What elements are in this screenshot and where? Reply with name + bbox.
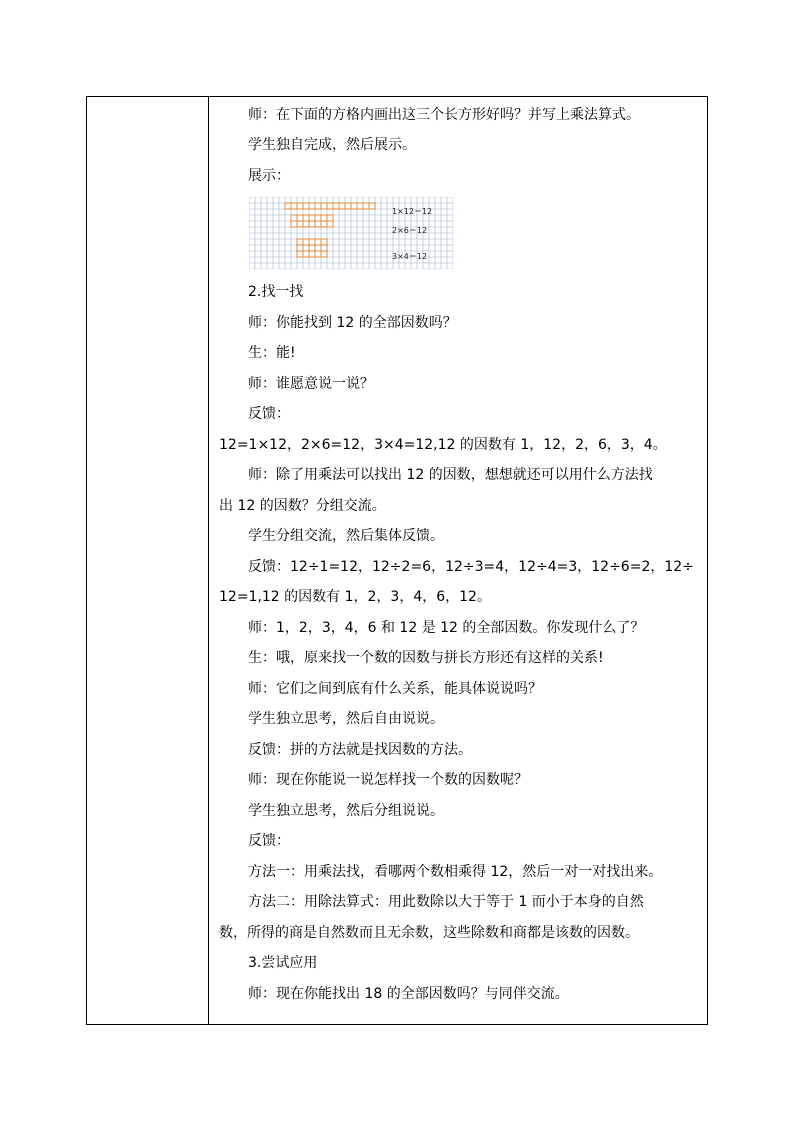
text-line: 反馈： [248, 406, 290, 422]
text-line: 生：能! [248, 345, 296, 361]
rect-cell [303, 239, 309, 245]
rect-cell [291, 221, 297, 227]
text-line: 12=1×12，2×6=12，3×4=12,12 的因数有 1，12，2，6，3，4。 [219, 437, 667, 453]
rect-cell [327, 203, 333, 209]
rect-cell [309, 239, 315, 245]
rect-cell [303, 221, 309, 227]
rect-cell [321, 215, 327, 221]
text-line: 师：现在你能说一说怎样找一个数的因数呢？ [248, 772, 528, 788]
text-line: 学生独立思考，然后自由说说。 [248, 711, 444, 727]
text-line: 学生独自完成，然后展示。 [248, 137, 416, 153]
rect-cell [351, 203, 357, 209]
rect-cell [327, 221, 333, 227]
equation-3x4: 3×4＝12 [392, 252, 428, 261]
rect-cell [321, 203, 327, 209]
rect-cell [309, 203, 315, 209]
rect-cell [297, 221, 303, 227]
text-line: 学生分组交流，然后集体反馈。 [248, 528, 444, 544]
rect-cell [357, 203, 363, 209]
text-line: 方法一：用乘法找，看哪两个数相乘得 12，然后一对一对找出来。 [248, 864, 663, 880]
text-line: 学生独立思考，然后分组说说。 [248, 803, 444, 819]
rect-cell [297, 215, 303, 221]
text-line: 反馈：12÷1=12，12÷2=6，12÷3=4，12÷4=3，12÷6=2，12÷ [248, 559, 694, 575]
rect-cell [321, 239, 327, 245]
text-line: 师：在下面的方格内画出这三个长方形好吗？并写上乘法算式。 [248, 107, 640, 123]
rect-cell [309, 251, 315, 257]
text-line: 出 12 的因数？分组交流。 [219, 498, 386, 514]
rect-cell [315, 221, 321, 227]
rect-cell [315, 245, 321, 251]
rect-cell [363, 203, 369, 209]
rect-cell [369, 203, 375, 209]
text-line: 师：你能找到 12 的全部因数吗？ [248, 315, 457, 331]
rect-cell [285, 203, 291, 209]
rect-1x12 [285, 203, 375, 209]
rect-2x6 [291, 215, 333, 227]
rect-cell [315, 203, 321, 209]
text-line: 数，所得的商是自然数而且无余数，这些除数和商都是该数的因数。 [219, 925, 639, 941]
rect-cell [291, 203, 297, 209]
rect-cell [339, 203, 345, 209]
section-heading: 2.找一找 [248, 284, 304, 300]
rect-cell [309, 215, 315, 221]
rect-cell [321, 245, 327, 251]
rect-cell [315, 215, 321, 221]
rect-3x4 [297, 239, 327, 257]
text-line: 反馈： [248, 833, 290, 849]
rect-cell [291, 215, 297, 221]
text-line: 师：谁愿意说一说？ [248, 376, 374, 392]
rect-cell [303, 251, 309, 257]
text-line: 师：它们之间到底有什么关系，能具体说说吗？ [248, 681, 542, 697]
rect-cell [321, 221, 327, 227]
rect-cell [297, 245, 303, 251]
rect-cell [303, 203, 309, 209]
text-line: 师：现在你能找出 18 的全部因数吗？与同伴交流。 [248, 986, 569, 1002]
text-line: 12=1,12 的因数有 1，2，3，4，6，12。 [219, 589, 491, 605]
rectangles [285, 203, 375, 257]
rect-cell [303, 245, 309, 251]
equation-1x12: 1×12＝12 [392, 207, 433, 216]
text-line: 师：1，2，3，4，6 和 12 是 12 的全部因数。你发现什么了？ [248, 620, 645, 636]
text-line: 反馈：拼的方法就是找因数的方法。 [248, 742, 472, 758]
text-line: 方法二：用除法算式：用此数除以大于等于 1 而小于本身的自然 [248, 894, 644, 910]
rect-cell [309, 245, 315, 251]
rect-cell [309, 221, 315, 227]
rect-cell [321, 251, 327, 257]
rect-cell [315, 251, 321, 257]
section-heading: 3.尝试应用 [248, 955, 318, 971]
rect-cell [297, 203, 303, 209]
rect-cell [327, 215, 333, 221]
rect-cell [345, 203, 351, 209]
text-line: 师：除了用乘法可以找出 12 的因数，想想就还可以用什么方法找 [248, 467, 653, 483]
equation-2x6: 2×6＝12 [392, 226, 428, 235]
rect-cell [303, 215, 309, 221]
rect-cell [297, 239, 303, 245]
rect-cell [297, 251, 303, 257]
text-line: 生：哦，原来找一个数的因数与拼长方形还有这样的关系! [248, 650, 604, 666]
text-line: 展示： [248, 168, 290, 184]
rect-cell [315, 239, 321, 245]
rect-cell [333, 203, 339, 209]
lesson-table [86, 96, 708, 1025]
grid-figure [249, 197, 453, 269]
lesson-content [209, 97, 707, 1024]
